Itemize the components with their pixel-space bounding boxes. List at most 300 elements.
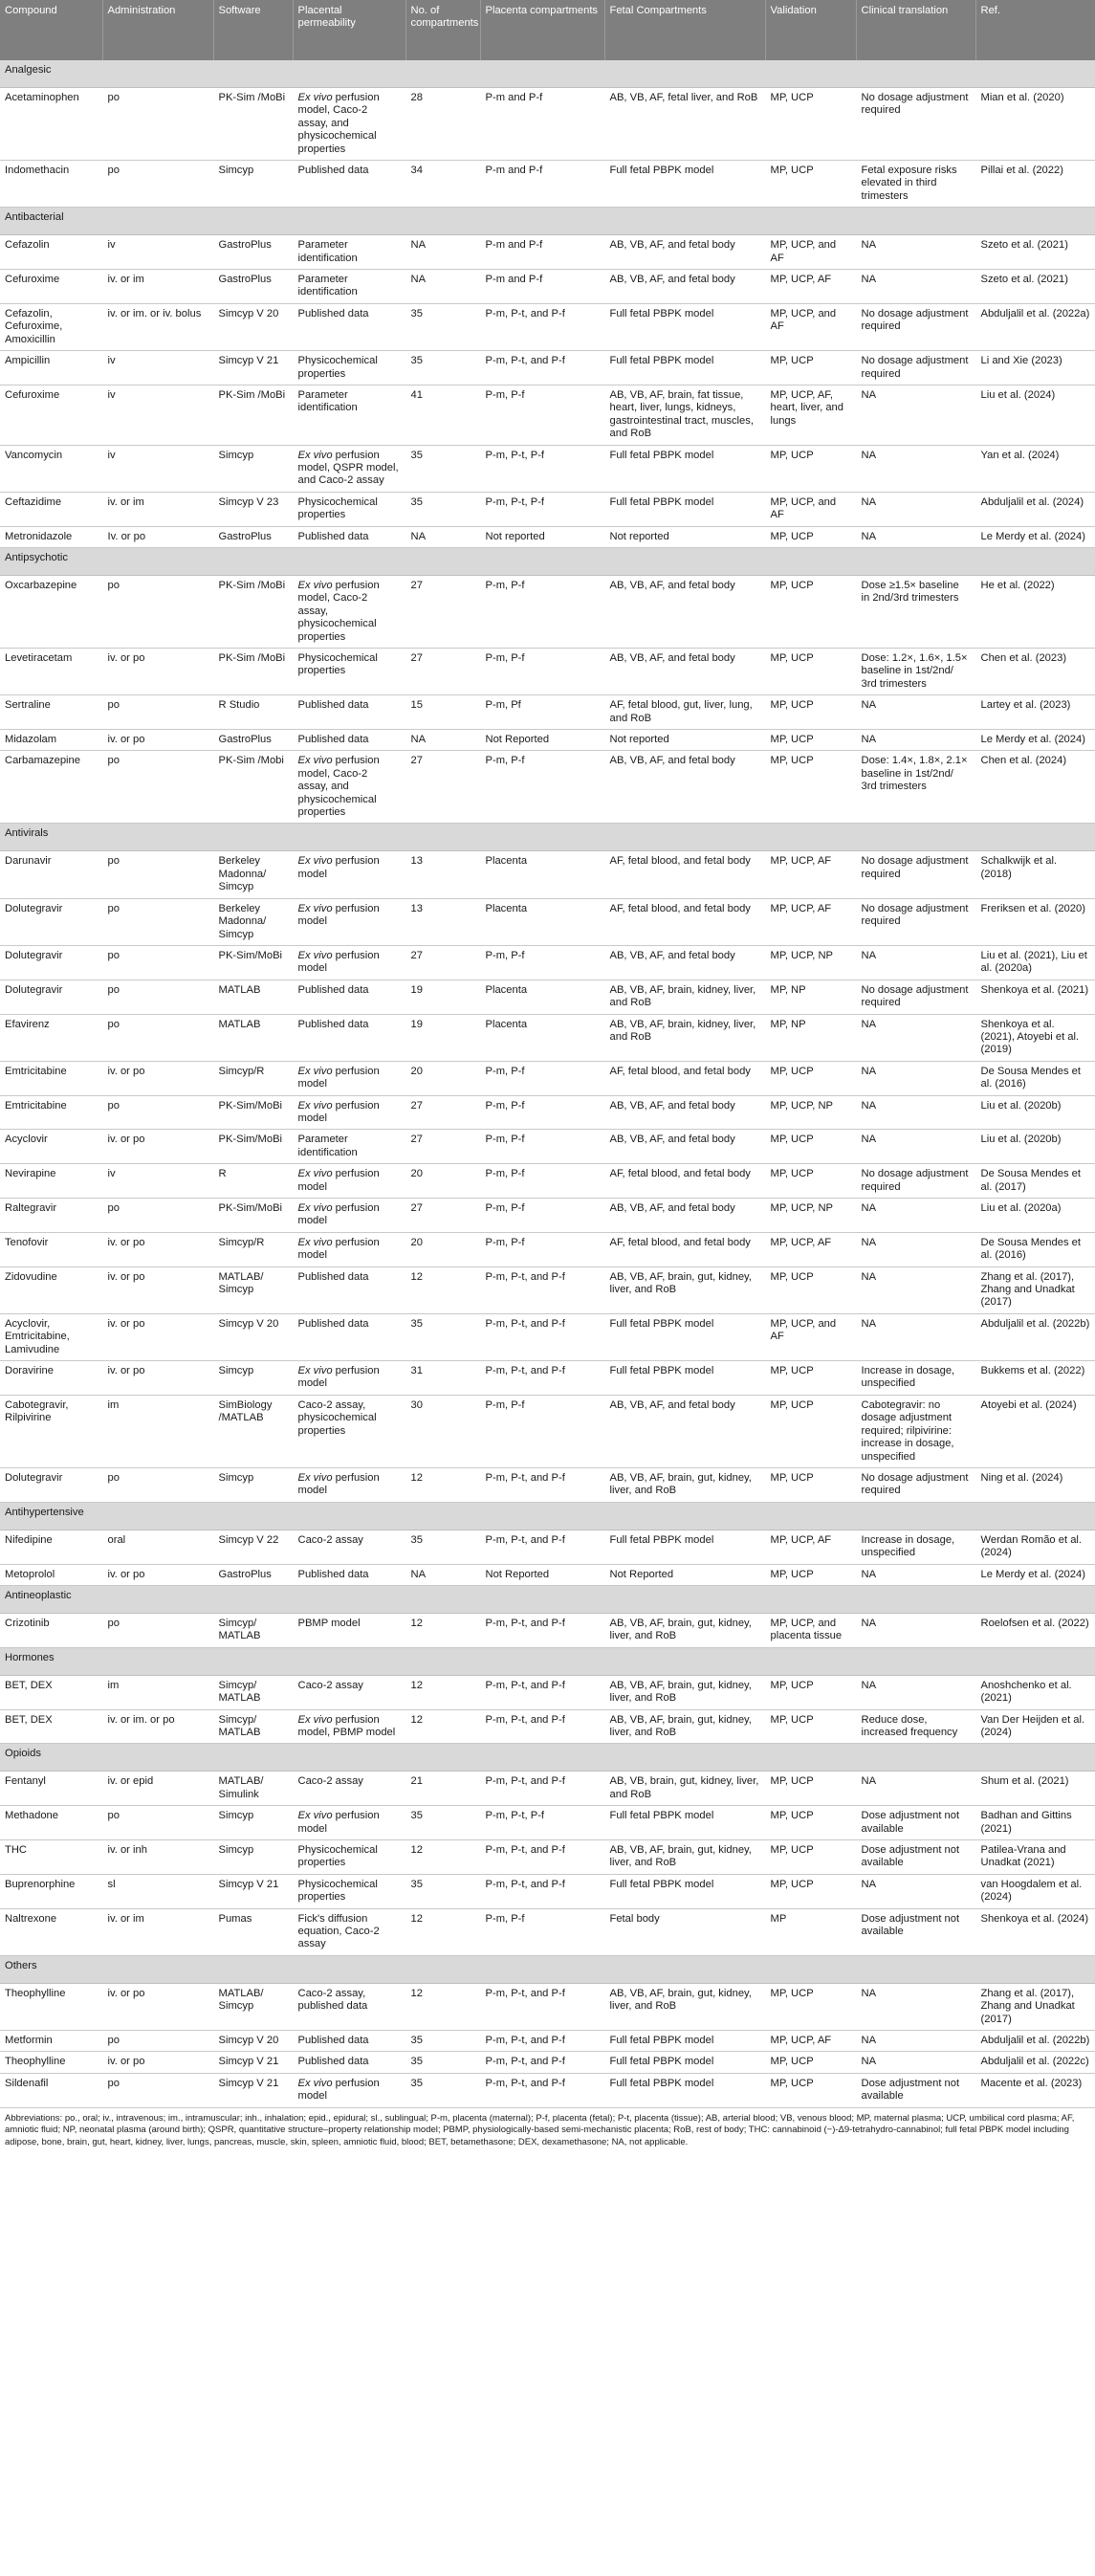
table-cell: Fick's diffusion equation, Caco-2 assay [293,1908,405,1955]
table-cell: 35 [405,351,480,385]
table-cell: MATLAB/ Simcyp [213,1983,293,2030]
table-cell: iv. or im [102,1908,213,1955]
section-title: Antibacterial [0,208,1095,235]
table-cell: GastroPlus [213,730,293,751]
table-cell: AB, VB, AF, and fetal body [604,1095,765,1130]
table-cell: PK-Sim /MoBi [213,649,293,695]
table-cell: P-m, P-t, and P-f [480,2052,604,2073]
table-cell: P-m and P-f [480,161,604,208]
table-cell: P-m, P-t, and P-f [480,2031,604,2052]
table-cell: R [213,1164,293,1199]
table-cell: MP, UCP, AF [765,270,856,304]
table-cell: po [102,898,213,945]
table-cell: NA [856,945,975,980]
table-cell: MP, UCP, AF [765,2031,856,2052]
table-cell: MP, UCP, AF [765,1232,856,1266]
table-cell: Ex vivo perfusion model [293,898,405,945]
table-cell: MP, UCP [765,751,856,824]
table-row [0,526,1095,547]
table-cell: AB, VB, AF, brain, gut, kidney, liver, and RoB [604,1613,765,1647]
table-cell: iv [102,385,213,445]
table-cell: iv. or im [102,492,213,526]
table-cell: MP, NP [765,1014,856,1061]
table-cell: Abduljalil et al. (2022b) [975,2031,1095,2052]
table-cell: MATLAB/ Simcyp [213,1266,293,1313]
table-cell: P-m, P-f [480,385,604,445]
table-cell: Caco-2 assay [293,1772,405,1806]
table-cell: im [102,1675,213,1709]
table-cell: Yan et al. (2024) [975,445,1095,492]
column-header: Placental permeability [293,0,405,60]
table-cell: Fentanyl [0,1772,102,1806]
table-cell: BET, DEX [0,1709,102,1744]
table-cell: P-m, P-f [480,575,604,648]
table-cell: P-m, P-t, and P-f [480,303,604,350]
table-cell: AB, VB, AF, brain, gut, kidney, liver, and RoB [604,1266,765,1313]
table-cell: NA [856,1095,975,1130]
table-cell: MATLAB [213,980,293,1014]
table-cell: MATLAB [213,1014,293,1061]
table-cell: Ex vivo perfusion model [293,945,405,980]
table-cell: Macente et al. (2023) [975,2073,1095,2107]
table-cell: AB, VB, AF, and fetal body [604,1395,765,1467]
table-cell: AF, fetal blood, and fetal body [604,1232,765,1266]
table-cell: 35 [405,1874,480,1908]
section-title: Antineoplastic [0,1585,1095,1613]
table-cell: Metformin [0,2031,102,2052]
table-cell: PK-Sim /MoBi [213,385,293,445]
table-cell: Not Reported [604,1564,765,1585]
table-cell: po [102,1467,213,1502]
table-cell: MP, UCP [765,649,856,695]
table-cell: Metronidazole [0,526,102,547]
table-cell: P-m, P-t, and P-f [480,1613,604,1647]
table-cell: AB, VB, AF, brain, fat tissue, heart, liver, lungs, kidneys, gastrointestinal tract, muscles, and RoB [604,385,765,445]
table-cell: iv. or po [102,1266,213,1313]
table-cell: NA [856,1675,975,1709]
table-cell: Simcyp V 23 [213,492,293,526]
table-cell: MP, UCP [765,575,856,648]
section-header-row [0,60,1095,88]
table-cell: Dose adjustment not available [856,1806,975,1840]
italic-term: Ex vivo [297,1202,333,1214]
italic-term: Ex vivo [297,2077,333,2089]
table-cell: Emtricitabine [0,1061,102,1095]
table-cell: Published data [293,695,405,730]
table-cell: Liu et al. (2020b) [975,1095,1095,1130]
table-cell: Cefazolin, Cefuroxime, Amoxicillin [0,303,102,350]
table-cell: NA [856,1232,975,1266]
table-cell: Dose adjustment not available [856,1908,975,1955]
table-cell: Cabotegravir, Rilpivirine [0,1395,102,1467]
table-cell: Zhang et al. (2017), Zhang and Unadkat (2017) [975,1983,1095,2030]
table-row [0,851,1095,898]
table-cell: Full fetal PBPK model [604,445,765,492]
table-cell: AF, fetal blood, and fetal body [604,898,765,945]
table-cell: Ex vivo perfusion model [293,1164,405,1199]
table-cell: Ceftazidime [0,492,102,526]
table-cell: Reduce dose, increased frequency [856,1709,975,1744]
table-cell: Liu et al. (2024) [975,385,1095,445]
table-cell: Full fetal PBPK model [604,1806,765,1840]
column-header: Administration [102,0,213,60]
table-cell: 35 [405,303,480,350]
table-cell: MP, NP [765,980,856,1014]
table-cell: 12 [405,1709,480,1744]
table-cell: 27 [405,575,480,648]
table-cell: MP, UCP, AF [765,898,856,945]
table-cell: Ex vivo perfusion model [293,1361,405,1396]
table-cell: Caco-2 assay [293,1675,405,1709]
table-cell: MP, UCP [765,1061,856,1095]
table-cell: Le Merdy et al. (2024) [975,730,1095,751]
table-cell: iv. or po [102,1361,213,1396]
table-cell: Theophylline [0,2052,102,2073]
table-cell: Caco-2 assay [293,1530,405,1564]
italic-term: Ex vivo [297,92,333,103]
table-cell: AF, fetal blood, and fetal body [604,1061,765,1095]
table-cell: GastroPlus [213,270,293,304]
table-cell: AB, VB, AF, and fetal body [604,945,765,980]
section-header-row [0,547,1095,575]
table-cell: Ex vivo perfusion model, Caco-2 assay, and physicochemical properties [293,88,405,161]
table-cell: 27 [405,945,480,980]
table-cell: Sildenafil [0,2073,102,2107]
table-cell: P-m, P-f [480,1199,604,1233]
table-row [0,235,1095,270]
table-cell: po [102,1199,213,1233]
italic-term: Ex vivo [297,1471,333,1484]
table-cell: P-m and P-f [480,235,604,270]
table-cell: AB, VB, AF, brain, gut, kidney, liver, and RoB [604,1675,765,1709]
section-header-row [0,1647,1095,1675]
table-cell: Patilea-Vrana and Unadkat (2021) [975,1840,1095,1875]
table-cell: Dose: 1.4×, 1.8×, 2.1× baseline in 1st/2nd/ 3rd trimesters [856,751,975,824]
table-cell: Full fetal PBPK model [604,303,765,350]
table-cell: AB, VB, AF, and fetal body [604,751,765,824]
table-cell: Chen et al. (2024) [975,751,1095,824]
table-cell: Simcyp V 21 [213,351,293,385]
table-cell: Physicochemical properties [293,351,405,385]
table-cell: Not reported [480,526,604,547]
table-cell: NA [856,492,975,526]
table-cell: po [102,161,213,208]
table-cell: P-m, P-t, and P-f [480,1709,604,1744]
table-cell: AF, fetal blood, gut, liver, lung, and RoB [604,695,765,730]
table-cell: Ex vivo perfusion model [293,1095,405,1130]
table-cell: Metoprolol [0,1564,102,1585]
table-cell: Published data [293,161,405,208]
column-header: Fetal Compartments [604,0,765,60]
table-cell: Abduljalil et al. (2022c) [975,2052,1095,2073]
table-cell: Full fetal PBPK model [604,2052,765,2073]
table-cell: Parameter identification [293,270,405,304]
table-cell: P-m, P-f [480,1164,604,1199]
table-cell: Atoyebi et al. (2024) [975,1395,1095,1467]
table-cell: PK-Sim/MoBi [213,945,293,980]
table-cell: De Sousa Mendes et al. (2016) [975,1232,1095,1266]
table-cell: Full fetal PBPK model [604,1874,765,1908]
section-title: Antivirals [0,824,1095,851]
column-header: Software [213,0,293,60]
table-row [0,649,1095,695]
table-cell: Indomethacin [0,161,102,208]
table-cell: Emtricitabine [0,1095,102,1130]
table-cell: NA [856,730,975,751]
table-cell: MP, UCP, AF [765,851,856,898]
table-cell: Ex vivo perfusion model [293,1061,405,1095]
table-cell: Li and Xie (2023) [975,351,1095,385]
table-cell: MP, UCP, and AF [765,492,856,526]
table-cell: MP, UCP [765,695,856,730]
table-cell: Darunavir [0,851,102,898]
table-row [0,1266,1095,1313]
table-cell: Simcyp V 21 [213,2073,293,2107]
table-cell: iv. or im. or iv. bolus [102,303,213,350]
table-cell: Efavirenz [0,1014,102,1061]
table-row [0,1232,1095,1266]
table-row [0,1772,1095,1806]
table-cell: Simcyp V 21 [213,1874,293,1908]
table-cell: Szeto et al. (2021) [975,270,1095,304]
section-header-row [0,1502,1095,1530]
table-cell: P-m, P-f [480,1061,604,1095]
table-cell: MP, UCP [765,351,856,385]
table-cell: 27 [405,1199,480,1233]
table-cell: Parameter identification [293,385,405,445]
table-cell: Simcyp/R [213,1061,293,1095]
table-cell: Dose adjustment not available [856,2073,975,2107]
table-cell: Increase in dosage, unspecified [856,1530,975,1564]
table-cell: P-m, P-t, and P-f [480,1874,604,1908]
table-cell: Published data [293,303,405,350]
table-cell: Shenkoya et al. (2024) [975,1908,1095,1955]
table-cell: PK-Sim/MoBi [213,1130,293,1164]
table-cell: Acyclovir [0,1130,102,1164]
table-cell: Acetaminophen [0,88,102,161]
section-header-row [0,1585,1095,1613]
table-cell: NA [856,1983,975,2030]
table-cell: R Studio [213,695,293,730]
table-cell: Vancomycin [0,445,102,492]
table-row [0,303,1095,350]
table-cell: NA [856,1014,975,1061]
table-cell: MP, UCP [765,1874,856,1908]
table-cell: Not reported [604,730,765,751]
table-cell: P-m, P-f [480,1395,604,1467]
table-cell: Mian et al. (2020) [975,88,1095,161]
table-cell: Increase in dosage, unspecified [856,1361,975,1396]
table-cell: MP, UCP [765,88,856,161]
table-cell: po [102,751,213,824]
table-cell: NA [856,445,975,492]
table-cell: 35 [405,2073,480,2107]
table-cell: NA [856,235,975,270]
table-cell: P-m, P-t, and P-f [480,1675,604,1709]
table-footnote: Abbreviations: po., oral; iv., intravenous; im., intramuscular; inh., inhalation; epid., epidural; sl., sublingual; P-m, placenta (maternal); P-f, placenta (fetal); P-t, placenta (tissue); AB, arterial blood; VB, venous blood; MP, maternal plasma; UCP, umbilical cord plasma; AF, amniotic fluid; NP, neonatal plasma (around birth); QSPR, quantitative structure–property relationship model; PBMP, physiologically-based semi-mechanistic placenta; RoB, rest of body; THC: cannabinoid (−)-Δ9-tetrahydro-cannabinol; full fetal PBPK model including adipose, bone, brain, gut, heart, kidney, liver, lungs, pancreas, muscle, skin, spleen, amniotic fluid, blood; BET, betamethasone; DEX, dexamethasone; NA, not applicable. [5,2112,1075,2147]
table-cell: P-m, P-t, and P-f [480,1313,604,1360]
table-cell: MP, UCP, and AF [765,1313,856,1360]
table-cell: po [102,2073,213,2107]
table-cell: NA [405,270,480,304]
table-cell: MP, UCP [765,1467,856,1502]
table-cell: van Hoogdalem et al. (2024) [975,1874,1095,1908]
table-cell: Full fetal PBPK model [604,161,765,208]
table-cell: No dosage adjustment required [856,303,975,350]
table-cell: Parameter identification [293,1130,405,1164]
table-row [0,1095,1095,1130]
table-cell: Werdan Romão et al. (2024) [975,1530,1095,1564]
table-cell: 35 [405,1313,480,1360]
column-header: Compound [0,0,102,60]
table-cell: MP, UCP [765,1772,856,1806]
section-title: Others [0,1955,1095,1983]
table-cell: 12 [405,1467,480,1502]
table-cell: Le Merdy et al. (2024) [975,1564,1095,1585]
table-cell: Cabotegravir: no dosage adjustment required; rilpivirine: increase in dosage, unspecified [856,1395,975,1467]
table-cell: Raltegravir [0,1199,102,1233]
table-cell: Fetal exposure risks elevated in third trimesters [856,161,975,208]
table-cell: Carbamazepine [0,751,102,824]
table-cell: P-m, P-t, P-f [480,492,604,526]
table-cell: Simcyp V 20 [213,303,293,350]
table-cell: NA [856,1313,975,1360]
table-cell: Abduljalil et al. (2022a) [975,303,1095,350]
table-cell: Theophylline [0,1983,102,2030]
table-row [0,1675,1095,1709]
table-cell: iv. or im. or po [102,1709,213,1744]
table-cell: Ex vivo perfusion model [293,1467,405,1502]
table-cell: po [102,980,213,1014]
table-cell: P-m, Pf [480,695,604,730]
table-cell: MP, UCP [765,526,856,547]
table-row [0,2073,1095,2107]
italic-term: Ex vivo [297,1365,333,1377]
table-cell: iv. or po [102,1564,213,1585]
table-cell: AB, VB, AF, brain, gut, kidney, liver, and RoB [604,1840,765,1875]
table-cell: Cefuroxime [0,385,102,445]
table-cell: Published data [293,1564,405,1585]
table-cell: No dosage adjustment required [856,351,975,385]
table-cell: Szeto et al. (2021) [975,235,1095,270]
table-row [0,1467,1095,1502]
table-cell: oral [102,1530,213,1564]
table-cell: PK-Sim /Mobi [213,751,293,824]
italic-term: Ex vivo [297,949,333,961]
table-cell: Not Reported [480,1564,604,1585]
table-cell: 19 [405,1014,480,1061]
table-cell: P-m, P-f [480,649,604,695]
table-cell: NA [856,1613,975,1647]
table-cell: MP [765,1908,856,1955]
table-row [0,1014,1095,1061]
table-cell: P-m, P-f [480,1232,604,1266]
table-cell: Physicochemical properties [293,1874,405,1908]
table-cell: MP, UCP [765,1361,856,1396]
table-cell: po [102,2031,213,2052]
table-cell: Ex vivo perfusion model, QSPR model, and Caco-2 assay [293,445,405,492]
table-cell: sl [102,1874,213,1908]
table-cell: Simcyp [213,445,293,492]
table-cell: 20 [405,1164,480,1199]
table-cell: AF, fetal blood, and fetal body [604,851,765,898]
table-cell: AB, VB, brain, gut, kidney, liver, and RoB [604,1772,765,1806]
italic-term: Ex vivo [297,755,333,767]
table-cell: MP, UCP, NP [765,1199,856,1233]
table-cell: MP, UCP, AF [765,1530,856,1564]
table-cell: 13 [405,851,480,898]
table-cell: Acyclovir, Emtricitabine, Lamivudine [0,1313,102,1360]
table-cell: Published data [293,730,405,751]
table-cell: P-m, P-t, and P-f [480,1983,604,2030]
table-cell: Full fetal PBPK model [604,2031,765,2052]
table-cell: 34 [405,161,480,208]
table-cell: iv. or epid [102,1772,213,1806]
table-cell: Ex vivo perfusion model [293,2073,405,2107]
table-cell: iv. or inh [102,1840,213,1875]
table-cell: P-m, P-t, P-f [480,1806,604,1840]
table-cell: Simcyp V 20 [213,2031,293,2052]
table-cell: 30 [405,1395,480,1467]
table-row [0,270,1095,304]
table-cell: AB, VB, AF, brain, gut, kidney, liver, and RoB [604,1983,765,2030]
column-header: Validation [765,0,856,60]
table-cell: Ex vivo perfusion model, Caco-2 assay, physicochemical properties [293,575,405,648]
table-cell: AF, fetal blood, and fetal body [604,1164,765,1199]
table-cell: Badhan and Gittins (2021) [975,1806,1095,1840]
italic-term: Ex vivo [297,855,333,868]
section-header-row [0,1955,1095,1983]
italic-term: Ex vivo [297,1236,333,1248]
table-cell: NA [856,1564,975,1585]
table-cell: Cefuroxime [0,270,102,304]
table-cell: PK-Sim/MoBi [213,1095,293,1130]
table-cell: Simcyp/ MATLAB [213,1675,293,1709]
table-cell: Abduljalil et al. (2024) [975,492,1095,526]
column-header: Clinical translation [856,0,975,60]
table-cell: Oxcarbazepine [0,575,102,648]
table-cell: 31 [405,1361,480,1396]
table-row [0,751,1095,824]
table-cell: im [102,1395,213,1467]
table-cell: MP, UCP [765,2073,856,2107]
table-cell: MP, UCP [765,1266,856,1313]
table-cell: 35 [405,1530,480,1564]
table-cell: P-m, P-t, and P-f [480,1530,604,1564]
table-cell: Simcyp [213,1467,293,1502]
table-cell: 12 [405,1908,480,1955]
table-cell: NA [856,1772,975,1806]
table-cell: De Sousa Mendes et al. (2016) [975,1061,1095,1095]
section-title: Hormones [0,1647,1095,1675]
table-cell: po [102,88,213,161]
table-cell: Chen et al. (2023) [975,649,1095,695]
italic-term: Ex vivo [297,1065,333,1077]
table-row [0,1806,1095,1840]
table-cell: iv. or po [102,1130,213,1164]
table-cell: Physicochemical properties [293,492,405,526]
table-cell: AB, VB, AF, and fetal body [604,575,765,648]
table-cell: Full fetal PBPK model [604,1361,765,1396]
table-cell: MP, UCP [765,1395,856,1467]
column-header: No. of compartments [405,0,480,60]
table-cell: P-m, P-t, and P-f [480,1361,604,1396]
table-cell: Not Reported [480,730,604,751]
table-cell: Schalkwijk et al. (2018) [975,851,1095,898]
table-row [0,88,1095,161]
table-cell: iv. or im [102,270,213,304]
table-cell: Pumas [213,1908,293,1955]
